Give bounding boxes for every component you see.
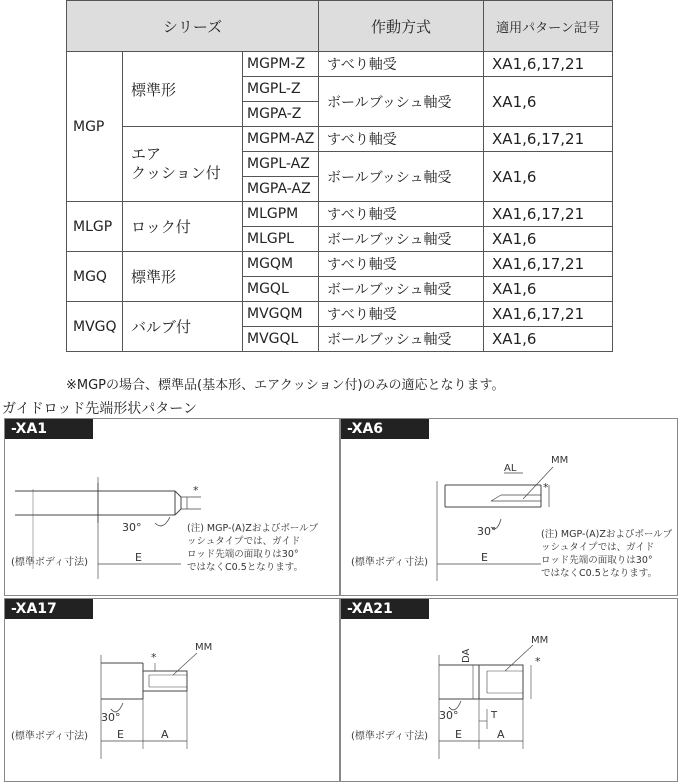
angle-label: 30° xyxy=(439,709,459,722)
star-mark: * xyxy=(543,481,549,494)
pattern-cell: XA1,6,17,21 xyxy=(484,302,613,327)
xa1-drawing xyxy=(5,419,339,595)
subgroup-cell: バルブ付 xyxy=(123,302,243,352)
dim-e: E xyxy=(117,728,124,741)
model-cell: MVGQM xyxy=(243,302,319,327)
actuation-cell: ボールブッシュ軸受 xyxy=(319,277,484,302)
header-pattern: 適用パターン記号 xyxy=(484,1,613,52)
chamfer-note: (注) MGP-(A)Zおよびボールブ xyxy=(187,523,319,534)
pattern-cell: XA1,6,17,21 xyxy=(484,52,613,77)
pattern-cell: XA1,6,17,21 xyxy=(484,252,613,277)
model-cell: MGQM xyxy=(243,252,319,277)
chamfer-note: ロッド先端の面取りは30° xyxy=(541,555,653,566)
actuation-cell: ボールブッシュ軸受 xyxy=(319,152,484,202)
actuation-cell: すべり軸受 xyxy=(319,252,484,277)
subgroup-cell: 標準形 xyxy=(123,52,243,127)
series-cell: MGP xyxy=(67,52,123,202)
dim-al: AL xyxy=(504,463,517,474)
actuation-cell: すべり軸受 xyxy=(319,302,484,327)
dim-a: A xyxy=(497,728,505,741)
model-cell: MGPL-Z xyxy=(243,77,319,102)
subgroup-cell: 標準形 xyxy=(123,252,243,302)
model-cell: MGPA-Z xyxy=(243,102,319,127)
chamfer-note: ではなくC0.5となります。 xyxy=(187,562,303,573)
std-body-label: (標準ボディ寸法) xyxy=(351,731,429,742)
series-cell: MGQ xyxy=(67,252,123,302)
footnote: ※MGPの場合、標準品(基本形、エアクッション付)のみの適応となります。 xyxy=(66,378,505,393)
subgroup-cell: ロック付 xyxy=(123,202,243,252)
star-mark: * xyxy=(151,651,157,664)
star-mark: * xyxy=(193,484,199,497)
angle-label: 30° xyxy=(122,521,142,534)
xa21-drawing xyxy=(341,599,677,781)
panel-xa21 xyxy=(340,598,678,782)
angle-label: 30° xyxy=(101,711,121,724)
angle-label: 30° xyxy=(477,525,497,538)
dim-e: E xyxy=(481,551,488,564)
pattern-cell: XA1,6,17,21 xyxy=(484,127,613,152)
std-body-label: (標準ボディ寸法) xyxy=(351,557,429,568)
chamfer-note: ではなくC0.5となります。 xyxy=(541,568,657,579)
pattern-cell: XA1,6 xyxy=(484,277,613,302)
panel-tab: -XA21 xyxy=(341,599,429,619)
chamfer-note: ッシュタイプでは、ガイド xyxy=(541,542,655,553)
dim-t: T xyxy=(491,710,498,721)
section-title: ガイドロッド先端形状パターン xyxy=(2,401,198,417)
actuation-cell: すべり軸受 xyxy=(319,52,484,77)
model-cell: MGQL xyxy=(243,277,319,302)
model-cell: MLGPM xyxy=(243,202,319,227)
model-cell: MGPM-AZ xyxy=(243,127,319,152)
series-cell: MVGQ xyxy=(67,302,123,352)
xa6-drawing xyxy=(341,419,677,595)
dim-da: DA xyxy=(461,648,472,663)
star-mark: * xyxy=(535,655,541,668)
panel-tab: -XA1 xyxy=(5,419,93,439)
std-body-label: (標準ボディ寸法) xyxy=(11,731,89,742)
panel-xa17 xyxy=(4,598,340,782)
pattern-cell: XA1,6 xyxy=(484,227,613,252)
pattern-cell: XA1,6,17,21 xyxy=(484,202,613,227)
series-cell: MLGP xyxy=(67,202,123,252)
panel-tab: -XA6 xyxy=(341,419,429,439)
mm-label: MM xyxy=(195,642,213,653)
pattern-cell: XA1,6 xyxy=(484,77,613,127)
actuation-cell: ボールブッシュ軸受 xyxy=(319,227,484,252)
pattern-cell: XA1,6 xyxy=(484,152,613,202)
model-cell: MGPL-AZ xyxy=(243,152,319,177)
chamfer-note: (注) MGP-(A)Zおよびボールブ xyxy=(541,529,673,540)
xa17-drawing xyxy=(5,599,339,781)
model-cell: MLGPL xyxy=(243,227,319,252)
chamfer-note: ッシュタイプでは、ガイド xyxy=(187,536,301,547)
dim-a: A xyxy=(161,728,169,741)
actuation-cell: すべり軸受 xyxy=(319,127,484,152)
panel-xa6 xyxy=(340,418,678,596)
mm-label: MM xyxy=(551,455,569,466)
pattern-cell: XA1,6 xyxy=(484,327,613,352)
dim-e: E xyxy=(455,728,462,741)
chamfer-note: ロッド先端の面取りは30° xyxy=(187,549,299,560)
model-cell: MGPA-AZ xyxy=(243,177,319,202)
subgroup-cell: エア クッション付 xyxy=(123,127,243,202)
std-body-label: (標準ボディ寸法) xyxy=(11,557,89,568)
dim-e: E xyxy=(135,551,142,564)
panel-tab: -XA17 xyxy=(5,599,93,619)
mm-label: MM xyxy=(531,635,549,646)
header-actuation: 作動方式 xyxy=(319,1,484,52)
model-cell: MGPM-Z xyxy=(243,52,319,77)
actuation-cell: ボールブッシュ軸受 xyxy=(319,327,484,352)
series-table xyxy=(66,0,613,352)
actuation-cell: ボールブッシュ軸受 xyxy=(319,77,484,127)
actuation-cell: すべり軸受 xyxy=(319,202,484,227)
header-series: シリーズ xyxy=(67,1,319,52)
model-cell: MVGQL xyxy=(243,327,319,352)
panel-xa1 xyxy=(4,418,340,596)
